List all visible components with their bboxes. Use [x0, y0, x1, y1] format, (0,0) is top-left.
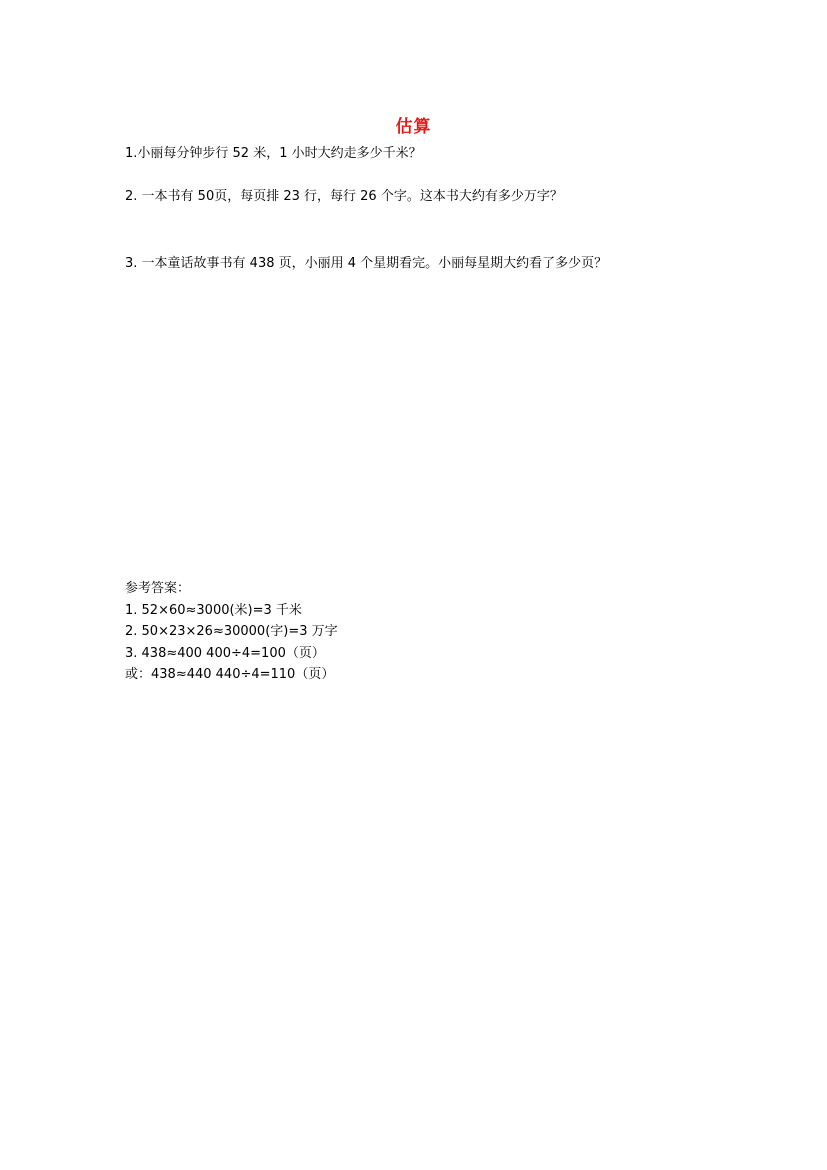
- answer-section: [125, 578, 338, 686]
- answer-line-2: 2. 50×23×26≈30000(字)=3 万字: [125, 624, 338, 639]
- question-2: 2. 一本书有 50页，每页排 23 行，每行 26 个字。这本书大约有多少万字？: [125, 189, 563, 204]
- answer-line-3: 3. 438≈400 400÷4=100（页）: [125, 645, 325, 661]
- page-title: 估算: [395, 117, 432, 137]
- answer-heading: 参考答案：: [125, 581, 191, 596]
- question-1: 1.小丽每分钟步行 52 米，1 小时大约走多少千米？: [125, 146, 422, 161]
- answer-line-1: 1. 52×60≈3000(米)=3 千米: [125, 602, 302, 618]
- question-3: 3. 一本童话故事书有 438 页，小丽用 4 个星期看完。小丽每星期大约看了多少页？: [125, 256, 608, 271]
- answer-line-4: 或：438≈440 440÷4=110（页）: [125, 667, 335, 682]
